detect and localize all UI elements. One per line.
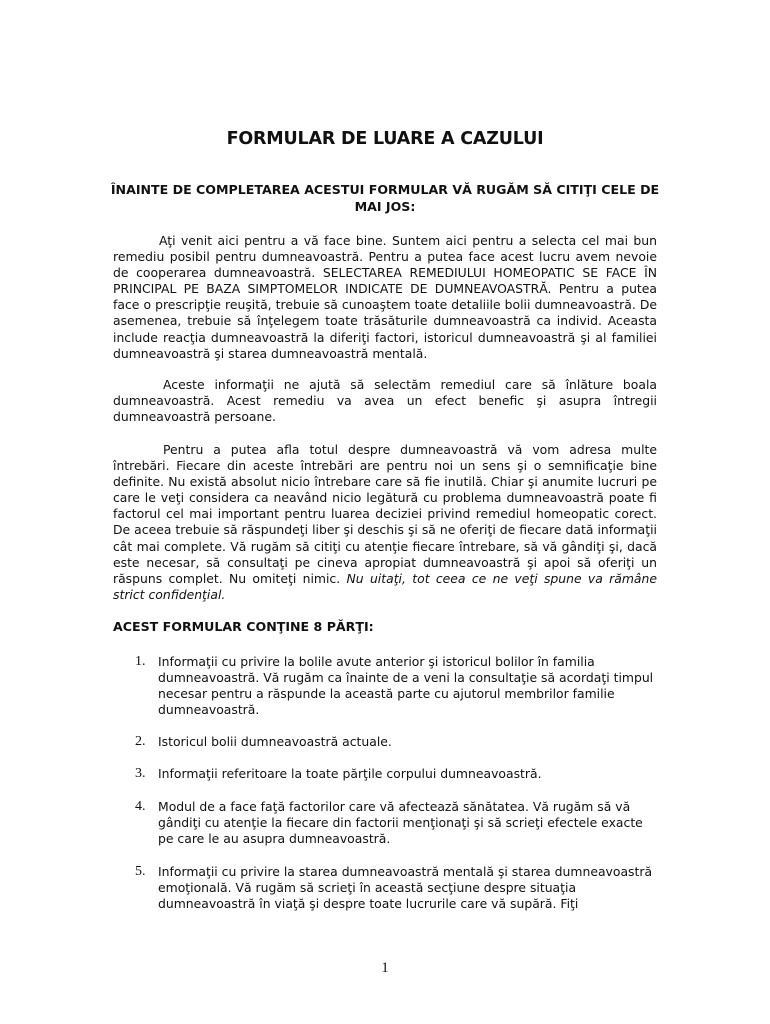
list-item-number: 3. <box>135 766 146 781</box>
document-title: FORMULAR DE LUARE A CAZULUI <box>226 129 544 149</box>
intro-paragraph: Aţi venit aici pentru a vă face bine. Suntem aici pentru a selecta cel mai bun remediu posibil pentru dumneavoastră. Pentru a putea face acest lucru avem nevoie de cooperarea dumneavoastră. SELECTAREA REMEDIULUI HOMEOPATIC SE FACE ÎN PRINCIPAL PE BAZA SIMPTOMELOR INDICATE DE DUMNEAVOASTRĂ. Pentru a putea face o prescripţie reuşită, trebuie să cunoaştem toate detaliile bolii dumneavoastră. De asemenea, trebuie să înţelegem toate trăsăturile dumneavoastră ca individ. Aceasta include reacţia dumneavoastră la diferiţi factori, istoricul dumneavoastră şi al familiei dumneavoastră şi starea dumneavoastră mentală. <box>113 233 657 361</box>
list-item-text: Istoricul bolii dumneavoastră actuale. <box>158 734 392 749</box>
list-item-text: Informaţii referitoare la toate părţile corpului dumneavoastră. <box>158 766 542 781</box>
list-item-text: Informaţii cu privire la starea dumneavoastră mentală şi starea dumneavoastră emoţională. Vă rugăm să scrieţi în această secţiune despre situaţia dumneavoastră în viaţă şi despre toate lucrurile care vă supără. Fiţi <box>158 864 653 912</box>
list-item-text: Informaţii cu privire la bolile avute anterior şi istoricul bolilor în familia dumneavoastră. Vă rugăm ca înainte de a veni la consultaţie să acordaţi timpul necesar pentru a răspunde la această parte cu ajutorul membrilor familie dumneavoastră. <box>158 654 654 718</box>
questions-paragraph-text: Pentru a putea afla totul despre dumneavoastră vă vom adresa multe întrebări. Fiecare din aceste întrebări are pentru noi un sens şi o semnificaţie bine definite. Nu există absolut nicio întrebare care să fie inutilă. Chiar şi anumite lucruri pe care le veţi considera ca neavând nicio legătură cu problema dumneavoastră poate fi factorul cel mai important pentru luarea deciziei privind remediul homeopatic corect. De aceea trebuie să răspundeţi liber şi deschis şi să ne oferiţi de fiecare dată informaţii cât mai complete. Vă rugăm să citiţi cu atenţie fiecare întrebare, să vă gândiţi şi, dacă este necesar, să consultaţi pe cineva apropiat dumneavoastră şi apoi să oferiţi un răspuns complet. Nu omiteţi nimic. <box>113 442 657 586</box>
list-item-number: 5. <box>135 864 146 879</box>
page-number: 1 <box>381 960 389 976</box>
document-subtitle: ÎNAINTE DE COMPLETAREA ACESTUI FORMULAR VĂ RUGĂM SĂ CITIŢI CELE DE MAI JOS: <box>110 182 660 214</box>
info-paragraph: Aceste informaţii ne ajută să selectăm remediul care să înlăture boala dumneavoastră. Acest remediu va avea un efect benefic şi asupra întregii dumneavoastră persoane. <box>113 377 657 425</box>
list-item-number: 1. <box>135 654 146 669</box>
questions-paragraph <box>113 442 657 603</box>
list-item-text: Modul de a face faţă factorilor care vă afectează sănătatea. Vă rugăm să vă gândiţi cu atenţie la fiecare din factorii menţionaţi şi să scrieţi efectele exacte pe care le au asupra dumneavoastră. <box>158 799 643 847</box>
list-item-number: 2. <box>135 734 146 749</box>
confidentiality-note: Nu uitaţi, tot ceea ce ne veţi spune va rămâne strict confidenţial. <box>113 570 657 602</box>
section-heading: ACEST FORMULAR CONŢINE 8 PĂRŢI: <box>113 619 374 634</box>
list-item-number: 4. <box>135 799 146 814</box>
